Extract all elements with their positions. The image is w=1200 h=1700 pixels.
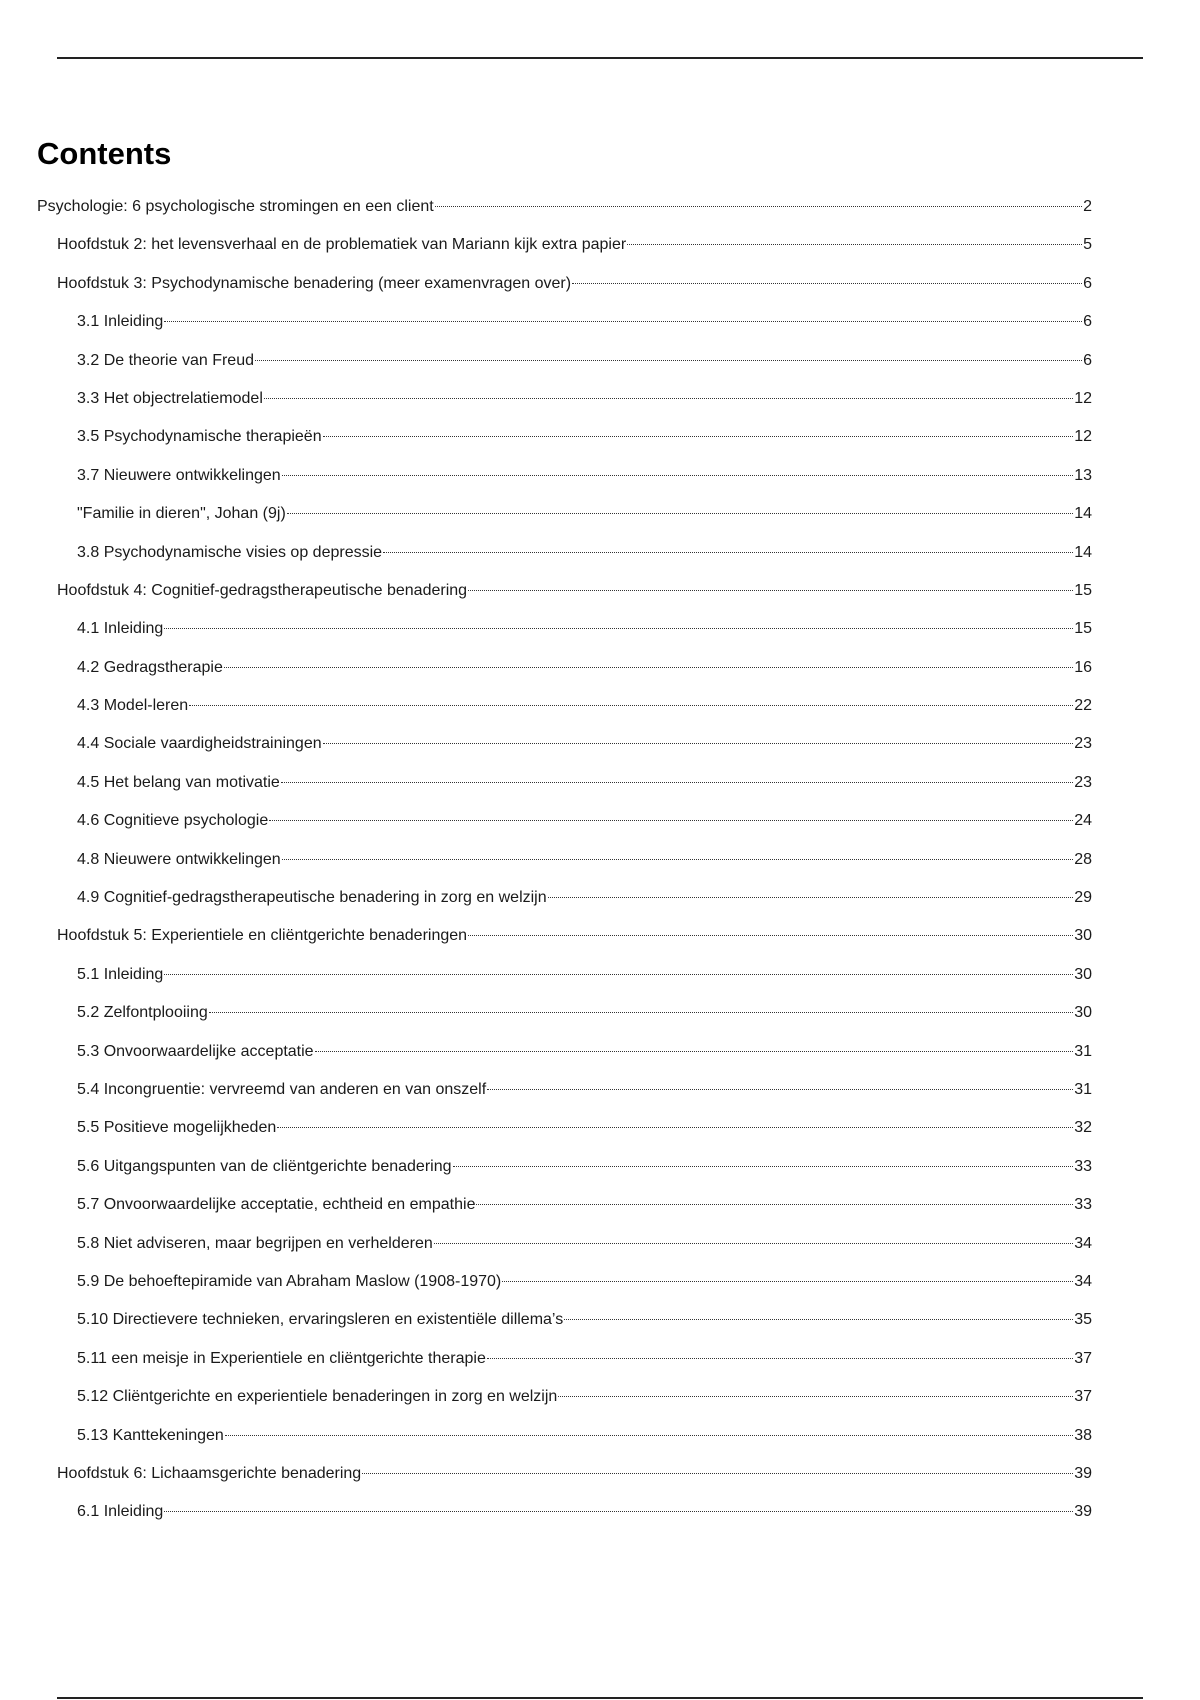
- toc-dot-leader: [323, 436, 1074, 437]
- toc-entry-page: 30: [1074, 1004, 1092, 1022]
- toc-entry[interactable]: [37, 1422, 1092, 1460]
- toc-entry-title: 5.11 een meisje in Experientiele en cliëntgerichte therapie: [77, 1349, 486, 1367]
- toc-entry[interactable]: [37, 769, 1092, 807]
- toc-dot-leader: [323, 743, 1074, 744]
- toc-dot-leader: [164, 974, 1073, 975]
- toc-entry-page: 29: [1074, 889, 1092, 907]
- toc-dot-leader: [572, 283, 1082, 284]
- toc-dot-leader: [627, 244, 1082, 245]
- toc-entry-title: 4.3 Model-leren: [77, 697, 189, 715]
- toc-entry-title: 5.2 Zelfontplooiing: [77, 1004, 208, 1022]
- toc-entry-page: 31: [1074, 1042, 1092, 1060]
- toc-entry-title: 3.2 De theorie van Freud: [77, 351, 254, 369]
- toc-entry-title: 4.5 Het belang van motivatie: [77, 773, 280, 791]
- toc-entry-page: 23: [1074, 773, 1092, 791]
- toc-heading: Contents: [37, 136, 172, 171]
- toc-entry-page: 37: [1074, 1388, 1092, 1406]
- toc-entry[interactable]: [37, 1383, 1092, 1421]
- toc-entry-title: 6.1 Inleiding: [77, 1503, 164, 1521]
- toc-entry[interactable]: [37, 1345, 1092, 1383]
- toc-entry[interactable]: [37, 615, 1092, 653]
- toc-dot-leader: [548, 897, 1074, 898]
- toc-entry[interactable]: [37, 1038, 1092, 1076]
- toc-entry-title: 5.6 Uitgangspunten van de cliëntgerichte benadering: [77, 1157, 452, 1175]
- toc-entry-page: 16: [1074, 658, 1092, 676]
- toc-dot-leader: [564, 1319, 1073, 1320]
- toc-dot-leader: [487, 1358, 1073, 1359]
- toc-entry-page: 14: [1074, 543, 1092, 561]
- toc-entry-title: 4.4 Sociale vaardigheidstrainingen: [77, 735, 322, 753]
- toc-dot-leader: [434, 1243, 1073, 1244]
- toc-dot-leader: [189, 705, 1073, 706]
- toc-entry-title: 5.13 Kanttekeningen: [77, 1426, 224, 1444]
- toc-entry-page: 30: [1074, 927, 1092, 945]
- toc-entry[interactable]: [37, 1306, 1092, 1344]
- footer-rule: [57, 1697, 1143, 1699]
- toc-entry-title: 5.4 Incongruentie: vervreemd van anderen en van onszelf: [77, 1080, 487, 1098]
- toc-entry[interactable]: [37, 692, 1092, 730]
- toc-entry-page: 2: [1083, 198, 1092, 215]
- toc-dot-leader: [281, 782, 1073, 783]
- toc-entry-page: 15: [1074, 620, 1092, 638]
- toc-dot-leader: [287, 513, 1073, 514]
- toc-entry[interactable]: [37, 884, 1092, 922]
- toc-dot-leader: [468, 590, 1073, 591]
- toc-entry-title: 3.3 Het objectrelatiemodel: [77, 389, 263, 407]
- toc-entry[interactable]: [37, 999, 1092, 1037]
- toc-dot-leader: [468, 935, 1073, 936]
- toc-entry-page: 33: [1074, 1157, 1092, 1175]
- toc-entry[interactable]: [37, 1268, 1092, 1306]
- toc-dot-leader: [209, 1012, 1073, 1013]
- toc-entry-page: 35: [1074, 1311, 1092, 1329]
- toc-entry-title: 4.8 Nieuwere ontwikkelingen: [77, 850, 281, 868]
- toc-entry[interactable]: [37, 347, 1092, 385]
- toc-entry-title: 3.7 Nieuwere ontwikkelingen: [77, 466, 281, 484]
- toc-entry-title: Hoofdstuk 5: Experientiele en cliëntgerichte benaderingen: [57, 927, 468, 945]
- toc-entry-page: 12: [1074, 428, 1092, 446]
- toc-entry[interactable]: [37, 1460, 1092, 1498]
- toc-dot-leader: [282, 475, 1074, 476]
- toc-dot-leader: [225, 1435, 1073, 1436]
- toc-entry[interactable]: [37, 922, 1092, 960]
- toc-entry-page: 32: [1074, 1119, 1092, 1137]
- toc-dot-leader: [277, 1127, 1073, 1128]
- toc-entry[interactable]: [37, 730, 1092, 768]
- toc-dot-leader: [282, 859, 1074, 860]
- toc-entry[interactable]: [37, 270, 1092, 308]
- toc-entry[interactable]: [37, 1076, 1092, 1114]
- toc-dot-leader: [269, 820, 1073, 821]
- toc-entry-title: 5.9 De behoeftepiramide van Abraham Maslow (1908-1970): [77, 1272, 502, 1290]
- toc-entry[interactable]: [37, 193, 1092, 231]
- toc-entry-page: 13: [1074, 466, 1092, 484]
- toc-entry[interactable]: [37, 961, 1092, 999]
- toc-dot-leader: [224, 667, 1073, 668]
- toc-entry[interactable]: [37, 1230, 1092, 1268]
- toc-entry-title: 3.5 Psychodynamische therapieën: [77, 428, 322, 446]
- toc-entry-page: 34: [1074, 1272, 1092, 1290]
- toc-entry[interactable]: [37, 807, 1092, 845]
- toc-entry-page: 12: [1074, 389, 1092, 407]
- toc-entry-title: 4.9 Cognitief-gedragstherapeutische benadering in zorg en welzijn: [77, 889, 547, 907]
- header-rule: [57, 57, 1143, 59]
- toc-dot-leader: [164, 628, 1073, 629]
- toc-entry-page: 37: [1074, 1349, 1092, 1367]
- toc-entry-page: 39: [1074, 1503, 1092, 1521]
- toc-dot-leader: [255, 360, 1082, 361]
- toc-dot-leader: [315, 1051, 1074, 1052]
- toc-entry-page: 6: [1083, 313, 1092, 331]
- toc-entry-page: 6: [1083, 351, 1092, 369]
- toc-entry-title: Hoofdstuk 3: Psychodynamische benadering (meer examenvragen over): [57, 274, 572, 292]
- toc-dot-leader: [453, 1166, 1074, 1167]
- toc-entry[interactable]: [37, 308, 1092, 346]
- toc-entry-page: 34: [1074, 1234, 1092, 1252]
- toc-entry-title: 4.1 Inleiding: [77, 620, 164, 638]
- toc-entry-title: 5.10 Directievere technieken, ervaringsleren en existentiële dillema’s: [77, 1311, 564, 1329]
- toc-entry-page: 23: [1074, 735, 1092, 753]
- toc-dot-leader: [502, 1281, 1073, 1282]
- toc-entry-page: 5: [1083, 236, 1092, 254]
- toc-dot-leader: [558, 1396, 1073, 1397]
- toc-entry[interactable]: [37, 577, 1092, 615]
- toc-entry-title: 5.7 Onvoorwaardelijke acceptatie, echtheid en empathie: [77, 1196, 476, 1214]
- toc-entry-title: Hoofdstuk 6: Lichaamsgerichte benadering: [57, 1464, 362, 1482]
- toc-entry-title: 5.12 Cliëntgerichte en experientiele benaderingen in zorg en welzijn: [77, 1388, 558, 1406]
- toc-entry[interactable]: [37, 539, 1092, 577]
- toc-entry-title: "Familie in dieren", Johan (9j): [77, 505, 286, 523]
- toc-entry[interactable]: [37, 654, 1092, 692]
- toc-entry-title: 4.2 Gedragstherapie: [77, 658, 223, 676]
- toc-entry-page: 14: [1074, 505, 1092, 523]
- toc-entry-page: 33: [1074, 1196, 1092, 1214]
- toc-entry-title: 5.3 Onvoorwaardelijke acceptatie: [77, 1042, 314, 1060]
- toc-entry-page: 38: [1074, 1426, 1092, 1444]
- toc-entry[interactable]: [37, 500, 1092, 538]
- toc-entry[interactable]: [37, 1114, 1092, 1152]
- toc-entry-page: 15: [1074, 581, 1092, 599]
- toc-entry[interactable]: [37, 423, 1092, 461]
- table-of-contents: [37, 193, 1092, 1537]
- toc-entry-page: 39: [1074, 1464, 1092, 1482]
- toc-entry-title: 5.8 Niet adviseren, maar begrijpen en verhelderen: [77, 1234, 433, 1252]
- toc-entry-page: 31: [1074, 1080, 1092, 1098]
- toc-entry-title: 3.1 Inleiding: [77, 313, 164, 331]
- toc-entry-page: 22: [1074, 697, 1092, 715]
- toc-dot-leader: [383, 552, 1073, 553]
- toc-entry-page: 24: [1074, 812, 1092, 830]
- toc-entry[interactable]: [37, 1498, 1092, 1536]
- toc-entry-page: 6: [1083, 274, 1092, 292]
- toc-entry-title: Hoofdstuk 4: Cognitief-gedragstherapeutische benadering: [57, 581, 468, 599]
- toc-dot-leader: [264, 398, 1073, 399]
- toc-entry-title: 5.5 Positieve mogelijkheden: [77, 1119, 277, 1137]
- toc-dot-leader: [164, 321, 1082, 322]
- toc-entry-title: 5.1 Inleiding: [77, 965, 164, 983]
- toc-dot-leader: [487, 1089, 1073, 1090]
- toc-dot-leader: [435, 206, 1082, 207]
- toc-entry-title: Hoofdstuk 2: het levensverhaal en de problematiek van Mariann kijk extra papier: [57, 236, 627, 254]
- toc-entry[interactable]: [37, 231, 1092, 269]
- toc-entry[interactable]: [37, 846, 1092, 884]
- toc-entry[interactable]: [37, 462, 1092, 500]
- toc-entry[interactable]: [37, 385, 1092, 423]
- toc-entry[interactable]: [37, 1153, 1092, 1191]
- toc-entry-title: Psychologie: 6 psychologische stromingen en een client: [37, 198, 434, 215]
- toc-dot-leader: [476, 1204, 1073, 1205]
- toc-entry[interactable]: [37, 1191, 1092, 1229]
- toc-entry-page: 30: [1074, 965, 1092, 983]
- toc-dot-leader: [164, 1511, 1073, 1512]
- toc-entry-page: 28: [1074, 850, 1092, 868]
- toc-entry-title: 3.8 Psychodynamische visies op depressie: [77, 543, 383, 561]
- toc-entry-title: 4.6 Cognitieve psychologie: [77, 812, 269, 830]
- toc-dot-leader: [362, 1473, 1073, 1474]
